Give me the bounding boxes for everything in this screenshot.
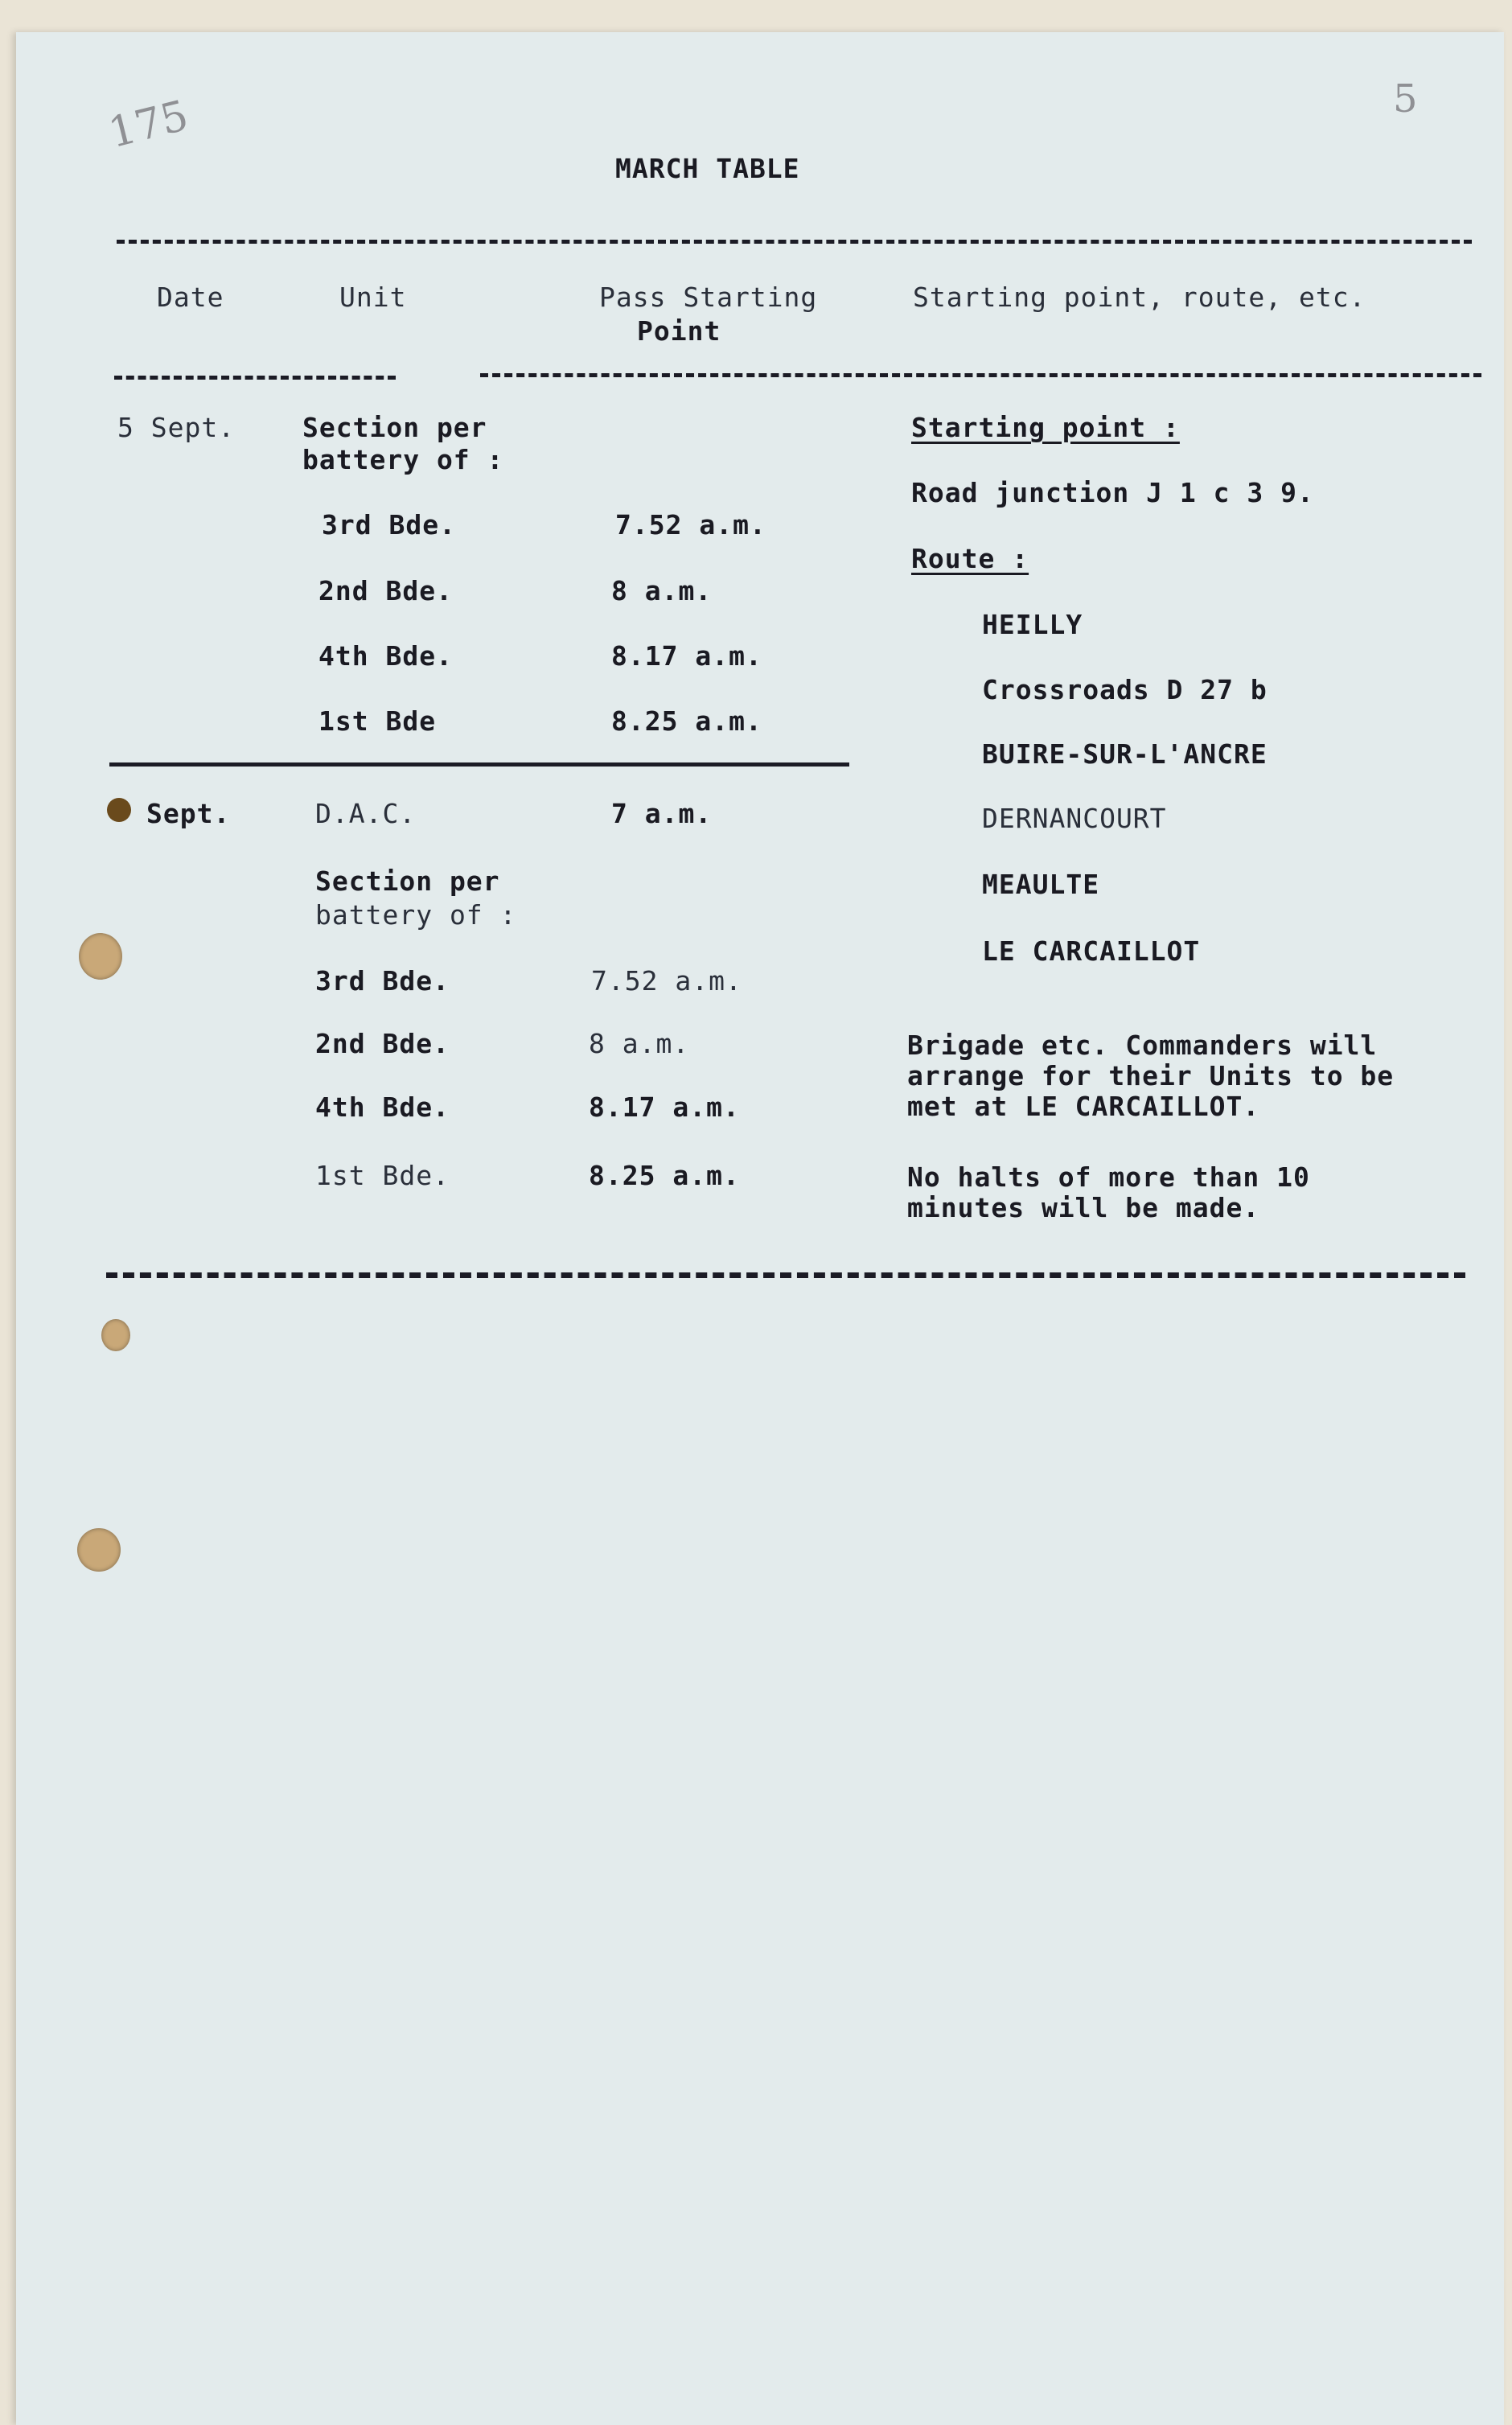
- block2-section-line1: Section per: [315, 865, 500, 897]
- block2-section-line2: battery of :: [315, 899, 517, 931]
- block2-row-time: 8.17 a.m.: [589, 1091, 740, 1123]
- block1-row-unit: 3rd Bde.: [322, 509, 456, 540]
- block1-section-line2: battery of :: [302, 444, 504, 475]
- block2-row-time: 8.25 a.m.: [589, 1160, 740, 1191]
- block2-row-unit: 1st Bde.: [315, 1160, 450, 1191]
- block2-date: Sept.: [146, 798, 231, 829]
- note-halts-line2: minutes will be made.: [907, 1192, 1260, 1223]
- block2-dac-unit: D.A.C.: [315, 798, 417, 829]
- block1-row-unit: 2nd Bde.: [318, 575, 453, 606]
- route-place: BUIRE-SUR-L'ANCRE: [982, 738, 1268, 770]
- header-top-rule: [117, 240, 1472, 244]
- block1-row-time: 8.25 a.m.: [611, 705, 762, 737]
- block1-date: 5 Sept.: [117, 412, 236, 443]
- block1-section-line1: Section per: [302, 412, 487, 443]
- page-title: MARCH TABLE: [615, 153, 800, 184]
- header-unit: Unit: [339, 282, 407, 313]
- ink-dot: [107, 798, 131, 822]
- block1-row-time: 8 a.m.: [611, 575, 713, 606]
- starting-point-value: Road junction J 1 c 3 9.: [911, 477, 1314, 508]
- punch-hole: [77, 1528, 121, 1572]
- route-place: MEAULTE: [982, 869, 1100, 900]
- punch-hole: [101, 1319, 130, 1351]
- block2-row-unit: 4th Bde.: [315, 1091, 450, 1123]
- block2-row-time: 8 a.m.: [589, 1028, 690, 1059]
- header-bottom-rule-left: [114, 376, 396, 380]
- header-pass-line2: Point: [637, 315, 721, 347]
- block2-row-unit: 2nd Bde.: [315, 1028, 450, 1059]
- page-number: 5: [1393, 76, 1418, 121]
- note-halts-line1: No halts of more than 10: [907, 1161, 1310, 1193]
- route-place: HEILLY: [982, 609, 1083, 640]
- header-date: Date: [157, 282, 224, 313]
- folio-number: 175: [104, 91, 194, 158]
- block1-row-unit: 1st Bde: [318, 705, 437, 737]
- note-commanders-line2: arrange for their Units to be: [907, 1060, 1395, 1091]
- note-commanders-line3: met at LE CARCAILLOT.: [907, 1091, 1260, 1122]
- table-bottom-rule: [106, 1272, 1465, 1278]
- header-route: Starting point, route, etc.: [913, 282, 1366, 313]
- block2-row-time: 7.52 a.m.: [591, 965, 742, 997]
- document-sheet: [16, 32, 1504, 2425]
- block1-row-time: 8.17 a.m.: [611, 640, 762, 672]
- block1-row-time: 7.52 a.m.: [615, 509, 766, 540]
- block2-row-unit: 3rd Bde.: [315, 965, 450, 997]
- route-place: Crossroads D 27 b: [982, 674, 1268, 705]
- punch-hole: [79, 933, 122, 980]
- header-bottom-rule-right: [480, 373, 1481, 377]
- block1-row-unit: 4th Bde.: [318, 640, 453, 672]
- header-pass-line1: Pass Starting: [599, 282, 818, 313]
- note-commanders-line1: Brigade etc. Commanders will: [907, 1030, 1378, 1061]
- route-place: LE CARCAILLOT: [982, 935, 1201, 967]
- route-label: Route :: [911, 543, 1029, 574]
- block1-separator: [109, 762, 849, 767]
- starting-point-label: Starting point :: [911, 412, 1180, 443]
- block2-dac-time: 7 a.m.: [611, 798, 713, 829]
- route-place: DERNANCOURT: [982, 803, 1167, 834]
